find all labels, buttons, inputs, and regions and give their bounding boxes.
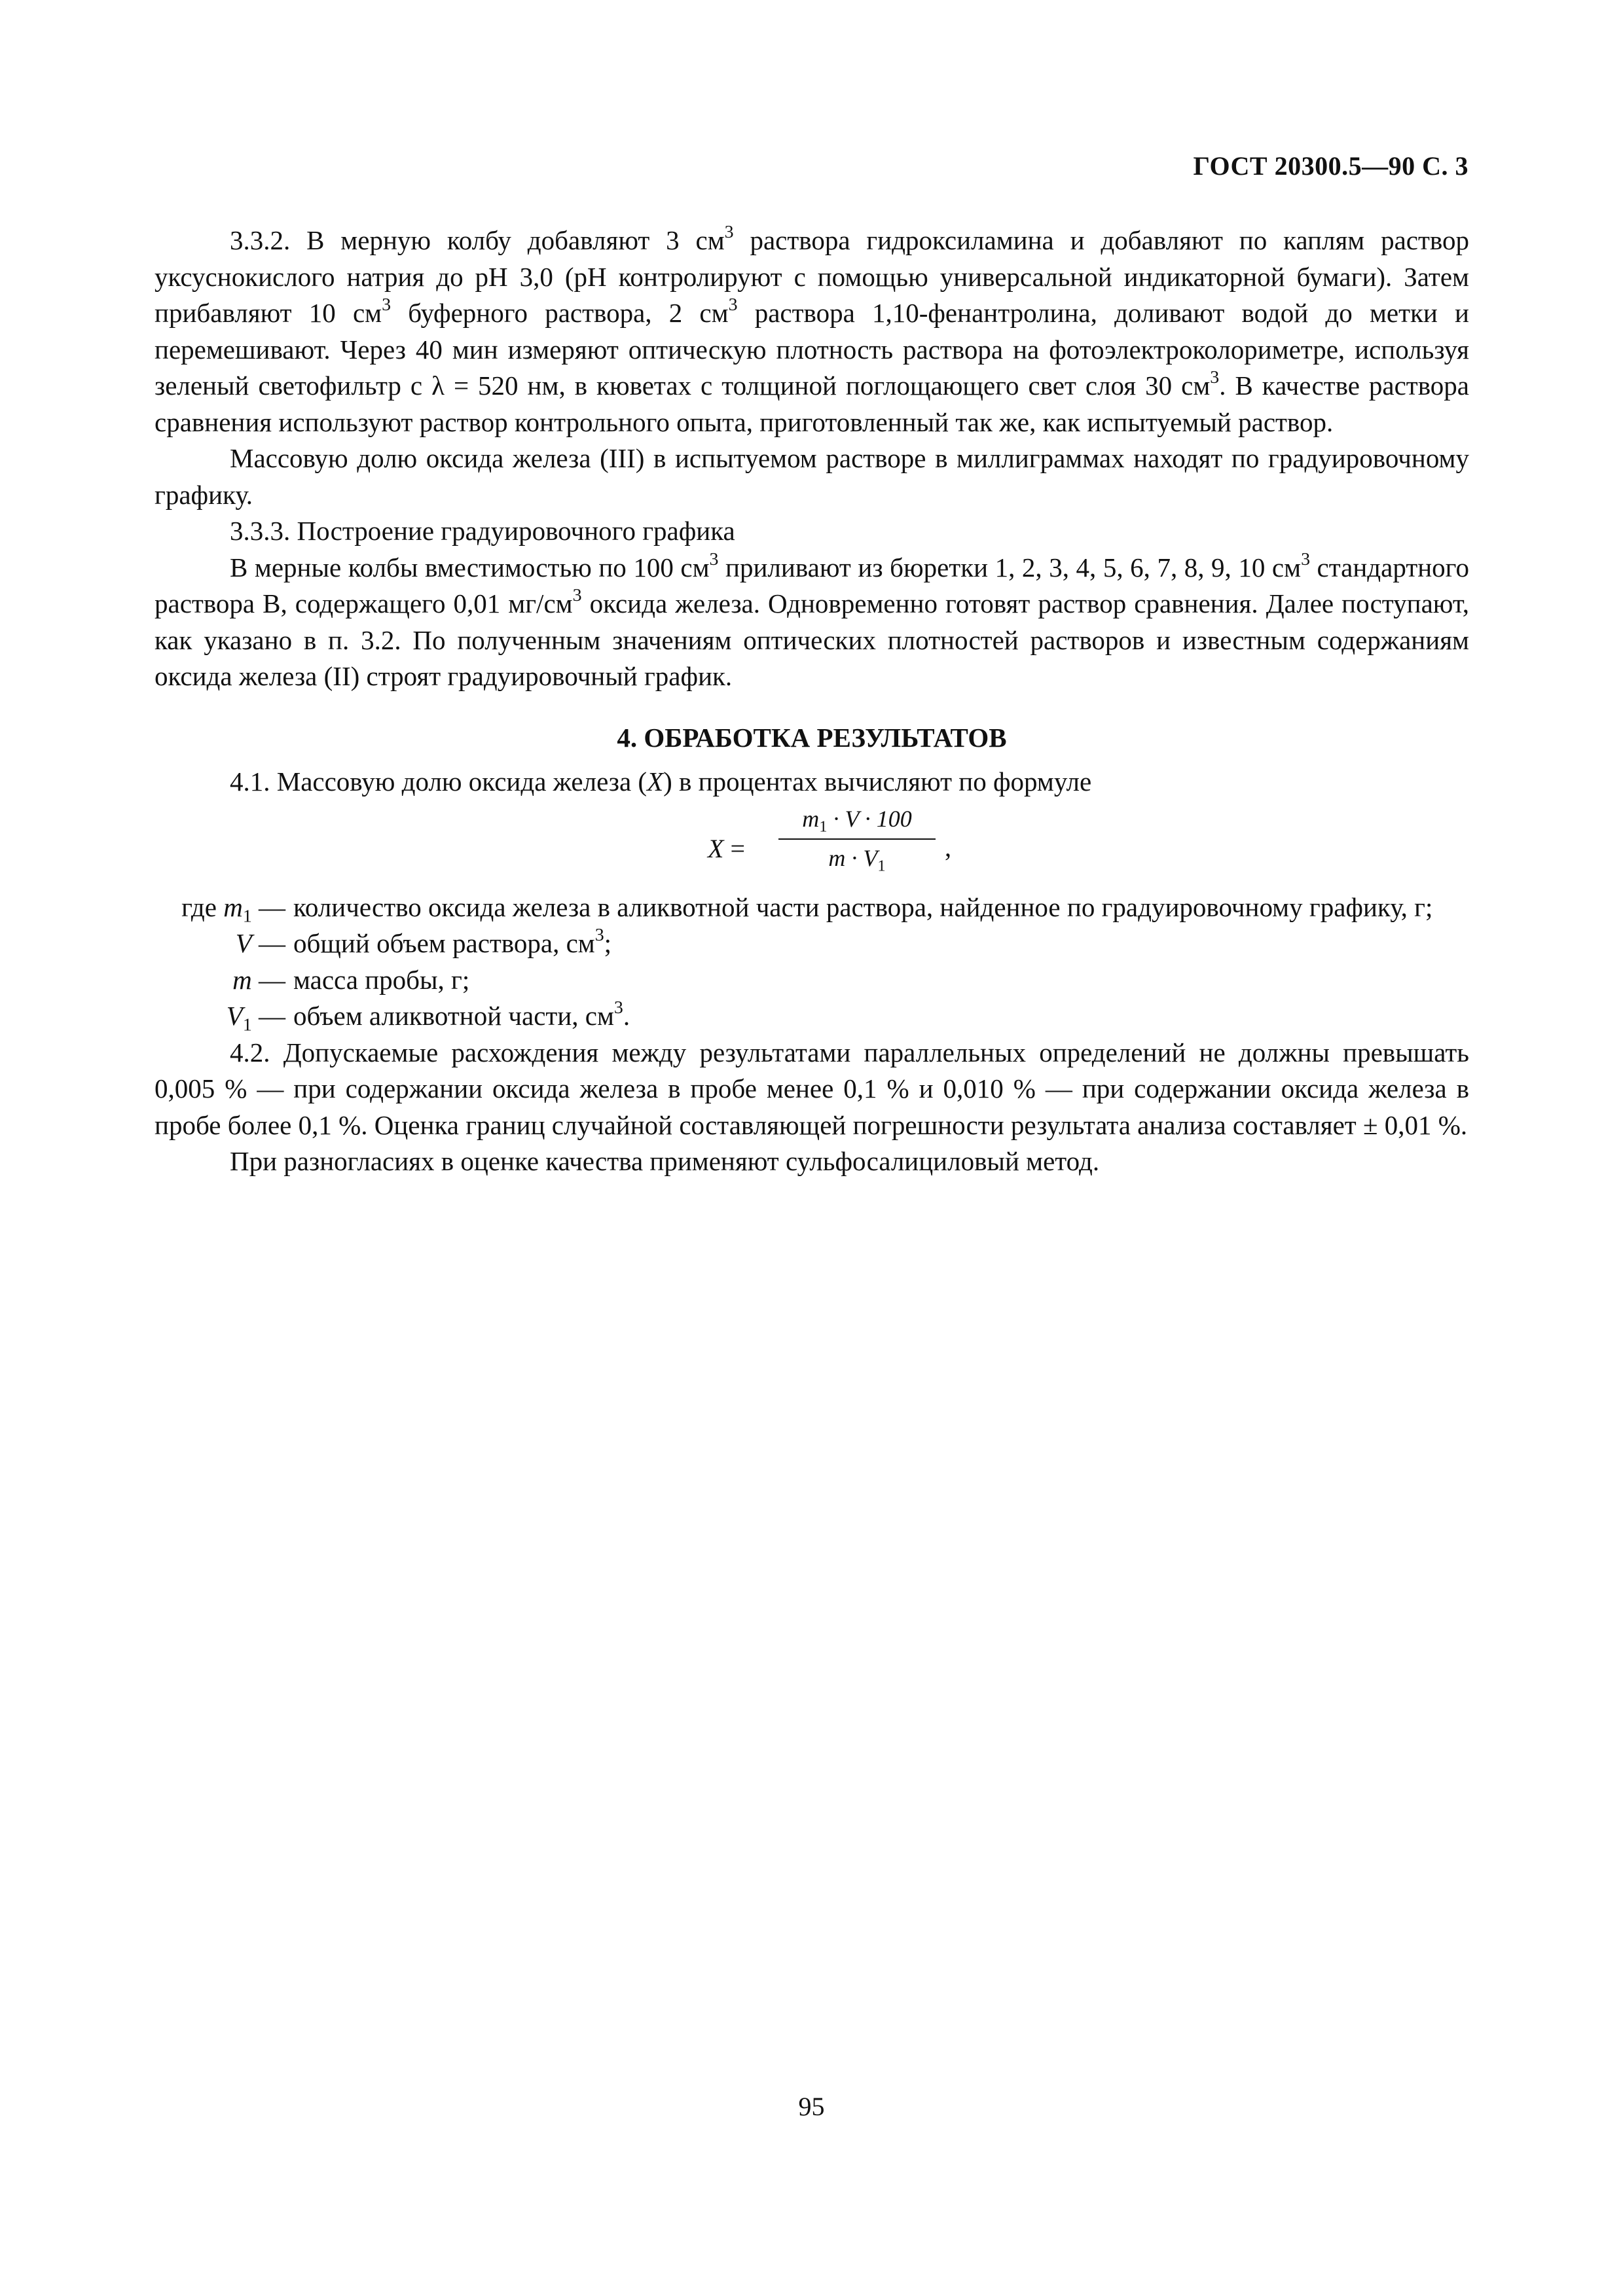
definition-row: [155, 962, 1469, 999]
variable-definitions: [155, 889, 1469, 1035]
definition-term: где $m_1$ —: [181, 891, 285, 926]
formula-block: [155, 800, 1469, 889]
paragraph-4-1: 4.1. Массовую долю оксида железа (X) в процентах вычисляют по формуле: [230, 766, 1092, 797]
formula-comma: ,: [945, 832, 951, 862]
formula-lhs: X =: [708, 833, 745, 863]
paragraph-calibration: В мерные колбы вместимостью по 100 $см^3$ приливают из бюретки 1, 2, 3, 4, 5, 6, 7, 8, 9, 10 $см^3$ стандартного раствора В, содержащего 0,01 $мг/см^3$ оксида железа. Одновременно готовят раствор сравнения. Далее поступают, как указано в п. 3.2. По полученным значениям оптических плотностей растворов и известным содержаниям оксида железа (II) строят градуировочный график.: [155, 548, 1469, 691]
fraction-bar: [778, 838, 936, 840]
formula-denominator: $m \cdot V_1$: [828, 844, 886, 874]
section-title: 4. ОБРАБОТКА РЕЗУЛЬТАТОВ: [617, 722, 1007, 753]
definition-row: [155, 998, 1469, 1035]
definition-text: масса пробы, г;: [293, 964, 470, 995]
definition-text: общий объем раствора, $см^3$;: [293, 924, 612, 958]
page-number: 95: [798, 2092, 825, 2121]
definition-row: [155, 925, 1469, 962]
definition-text: объем аликвотной части, $см^3$.: [293, 997, 630, 1031]
formula-fraction: [778, 804, 936, 872]
paragraph-3-3-3-heading: 3.3.3. Построение градуировочного графика: [230, 516, 735, 546]
paragraph-mass-fraction: Массовую долю оксида железа (III) в испытуемом растворе в миллиграммах находят по градуировочному графику.: [155, 443, 1469, 510]
paragraph-4-2: 4.2. Допускаемые расхождения между результатами параллельных определений не должны превышать 0,005 % — при содержании оксида железа в пробе менее 0,1 % и 0,010 % — при содержании оксида железа в пробе более 0,1 %. Оценка границ случайной составляющей погрешности результата анализа составляет ± 0,01 %.: [155, 1037, 1469, 1140]
formula-numerator: $m_1 \cdot V \cdot 100$: [802, 805, 912, 835]
definition-term: $V_1$ —: [226, 1001, 285, 1035]
definition-term: V —: [235, 928, 285, 958]
document-body: [155, 223, 1469, 1180]
definition-text: количество оксида железа в аликвотной части раствора, найденное по градуировочному графику, г;: [293, 891, 1433, 922]
definition-term: m —: [232, 964, 285, 995]
definition-row: [155, 889, 1469, 926]
document-header: ГОСТ 20300.5—90 С. 3: [1193, 151, 1468, 181]
paragraph-disagreement: При разногласиях в оценке качества применяют сульфосалициловый метод.: [230, 1146, 1100, 1176]
paragraph-3-3-2: 3.3.2. В мерную колбу добавляют 3 $см^3$ раствора гидроксиламина и добавляют по каплям раствор уксуснокислого натрия до pH 3,0 (pH контролируют с помощью универсальной индикаторной бумаги). Затем прибавляют 10 $см^3$ буферного раствора, 2 $см^3$ раствора 1,10-фенантролина, доливают водой до метки и перемешивают. Через 40 мин измеряют оптическую плотность раствора на фотоэлектроколориметре, используя зеленый светофильтр с λ = 520 нм, в кюветах с толщиной поглощающего свет слоя 30 $см^3$. В качестве раствора сравнения используют раствор контрольного опыта, приготовленный так же, как испытуемый раствор.: [155, 221, 1469, 437]
